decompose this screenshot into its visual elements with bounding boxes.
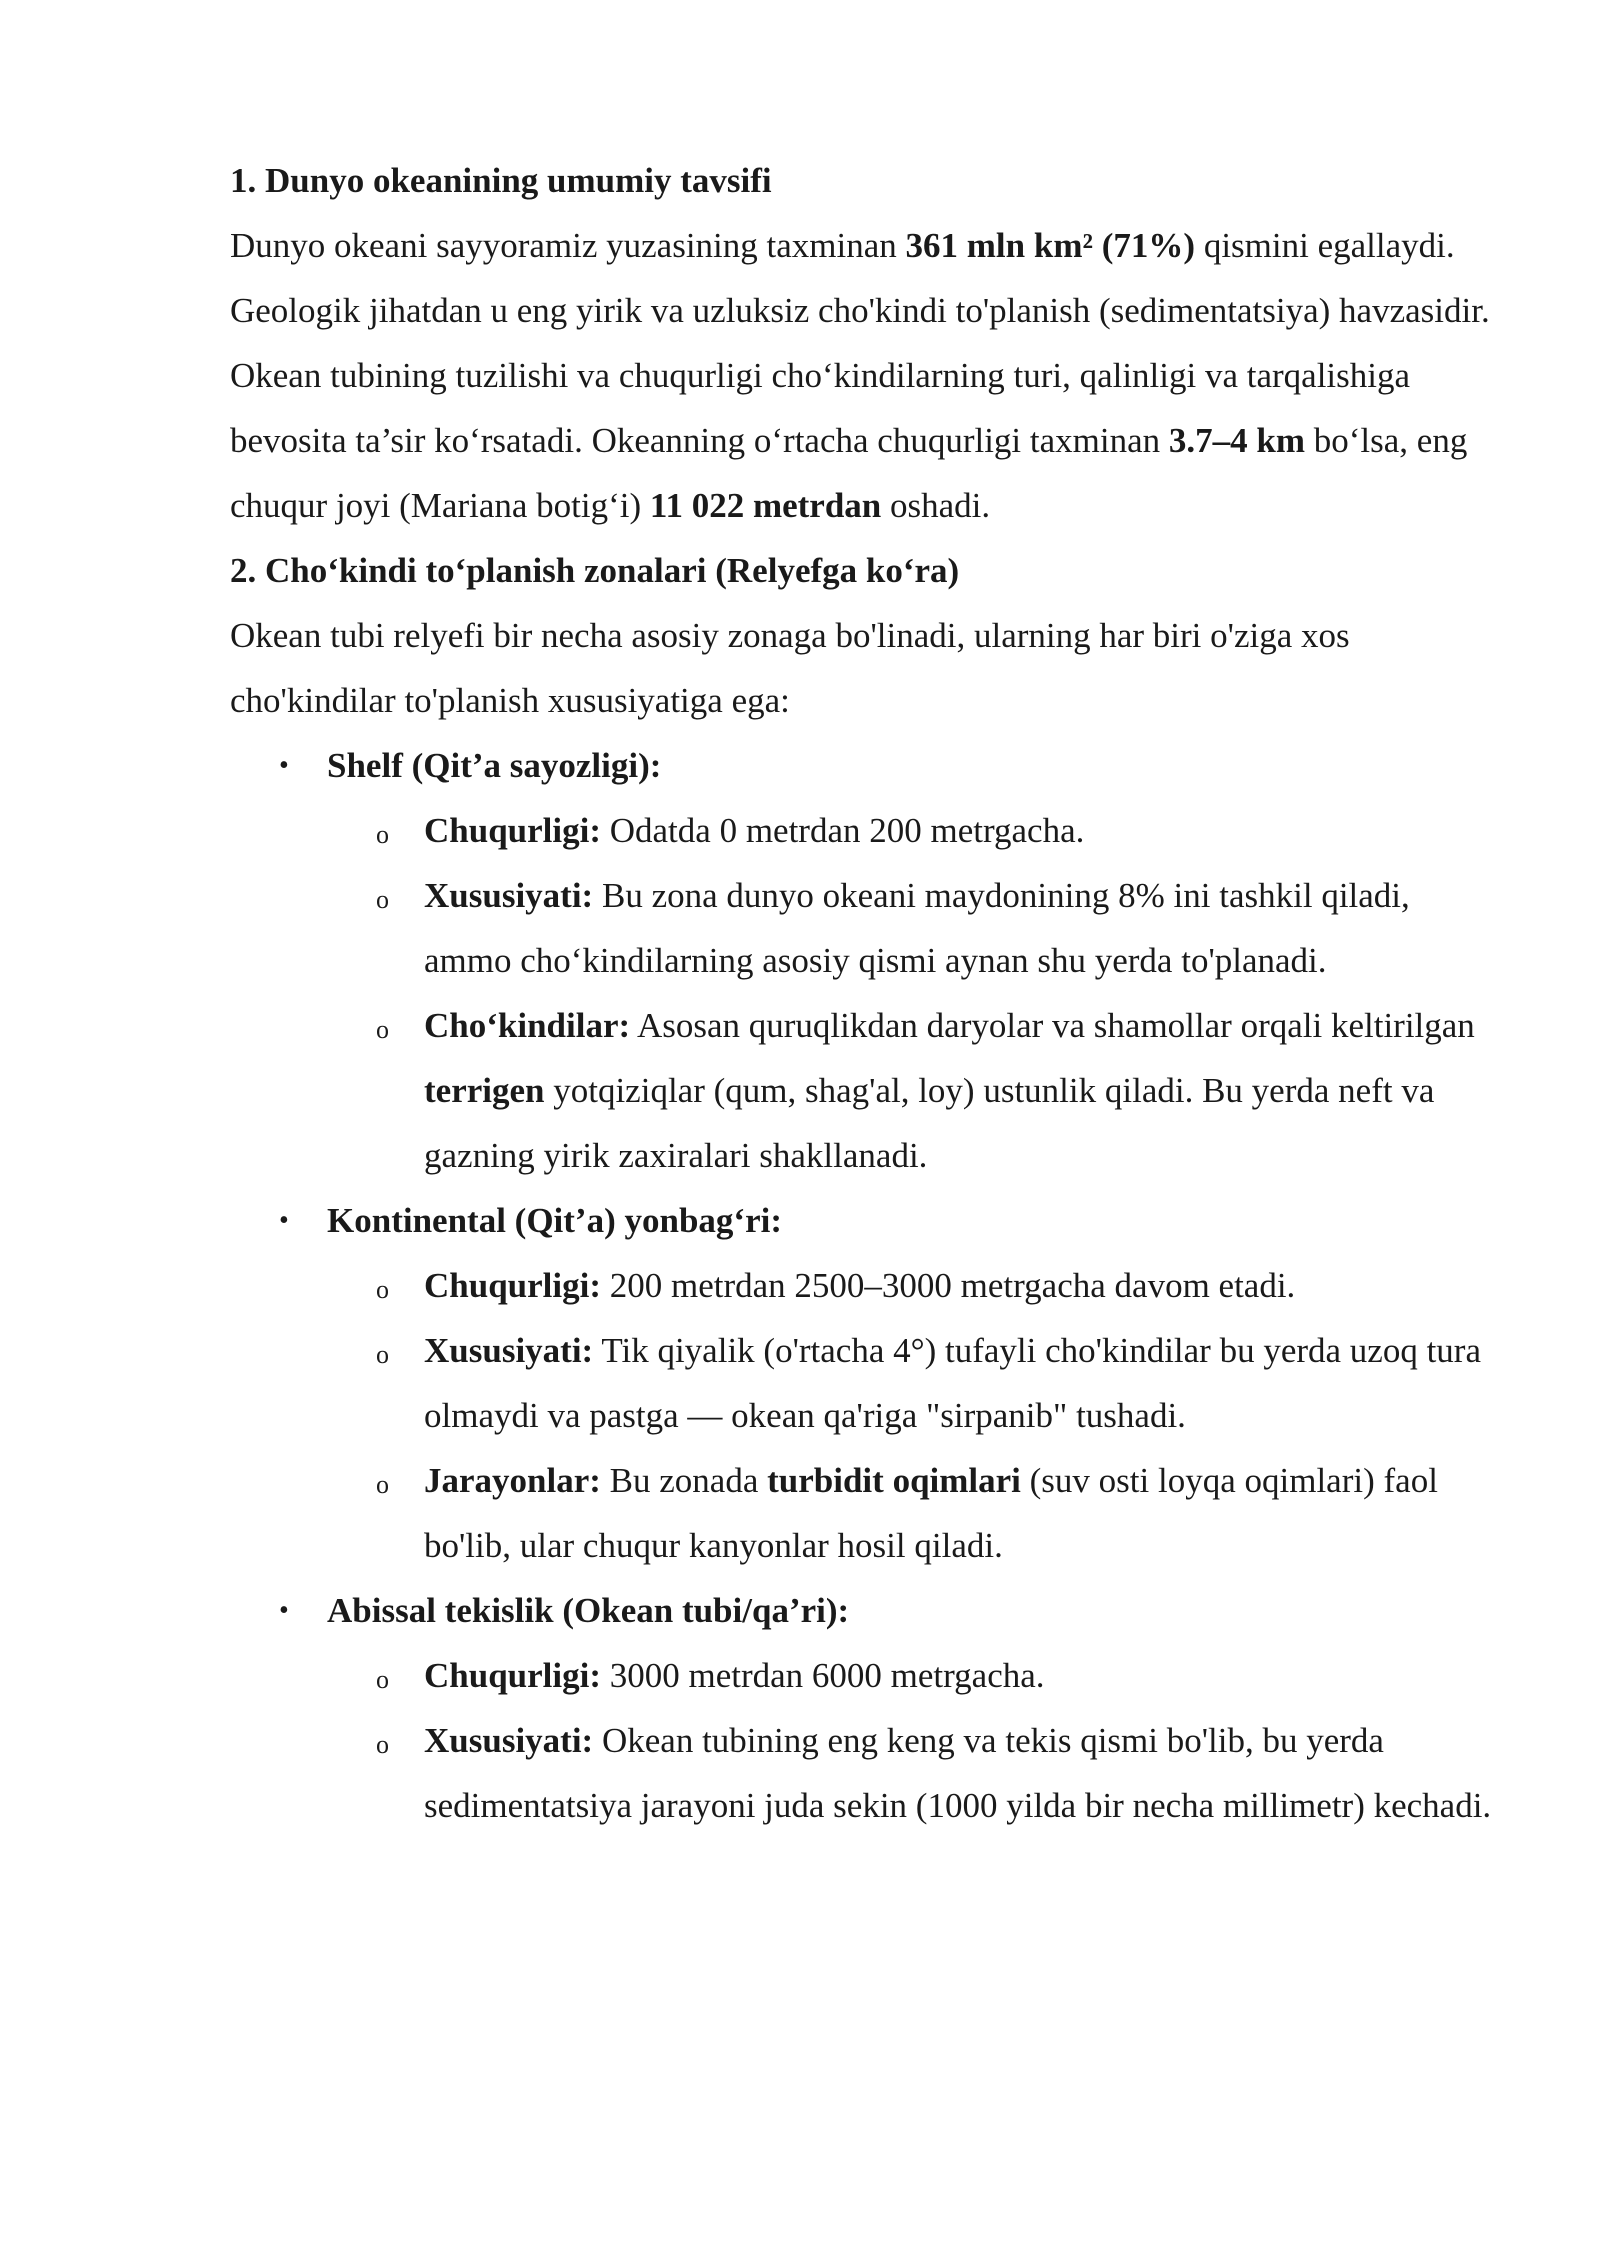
detail-text: yotqiziqlar (qum, shag'al, loy) ustunlik qiladi. Bu yerda neft va gazning yirik zaxiralari shakllanadi.: [424, 1071, 1435, 1175]
detail-text: 3000 metrdan 6000 metrgacha.: [601, 1656, 1045, 1695]
detail-text: Odatda 0 metrdan 200 metrgacha.: [601, 811, 1085, 850]
detail-label: Chuqurligi:: [424, 1656, 601, 1695]
detail-label: Chuqurligi:: [424, 1266, 601, 1305]
detail-item: [376, 993, 1500, 1188]
detail-label: Xususiyati:: [424, 1331, 594, 1370]
sub-bullet-icon: o: [376, 1470, 389, 1499]
zone-details: [327, 1253, 1500, 1578]
detail-item: [376, 1318, 1500, 1448]
detail-item: [376, 863, 1500, 993]
detail-label: Jarayonlar:: [424, 1461, 601, 1500]
zone-title: Kontinental (Qit’a) yonbag‘ri:: [327, 1201, 782, 1240]
detail-text: (suv osti loyqa oqimlari) faol bo'lib, ular chuqur kanyonlar hosil qiladi.: [424, 1461, 1438, 1565]
text-run: qismini egallaydi. Geologik jihatdan u eng yirik va uzluksiz cho'kindi to'planish (sedimentatsiya) havzasidir. Okean tubining tuzilishi va chuqurligi cho‘kindilarning turi, qalinligi va tarqalishiga bevosita ta’sir ko‘rsatadi. Okeanning o‘rtacha chuqurligi taxminan: [230, 226, 1490, 460]
detail-label: Xususiyati:: [424, 1721, 594, 1760]
zone-item-shelf: [279, 733, 1500, 1188]
bullet-icon: •: [279, 1205, 289, 1236]
bullet-icon: •: [279, 1595, 289, 1626]
text-run: Dunyo okeani sayyoramiz yuzasining taxminan: [230, 226, 906, 265]
detail-item: [376, 1253, 1500, 1318]
section-2-intro: Okean tubi relyefi bir necha asosiy zonaga bo'linadi, ularning har biri o'ziga xos cho'kindilar to'planish xususiyatiga ega:: [230, 616, 1350, 720]
zone-item-abyssal: [279, 1578, 1500, 1838]
ocean-area-value: 361 mln km² (71%): [905, 226, 1196, 265]
average-depth-value: 3.7–4 km: [1168, 421, 1306, 460]
detail-text: Tik qiyalik (o'rtacha 4°) tufayli cho'kindilar bu yerda uzoq tura olmaydi va pastga — okean qa'riga "sirpanib" tushadi.: [424, 1331, 1482, 1435]
detail-label: Xususiyati:: [424, 876, 594, 915]
detail-emphasis: terrigen: [424, 1071, 545, 1110]
sub-bullet-icon: o: [376, 1275, 389, 1304]
zone-item-slope: [279, 1188, 1500, 1578]
detail-item: [376, 1708, 1500, 1838]
section-1-heading: 1. Dunyo okeanining umumiy tavsifi: [230, 161, 772, 200]
zone-title: Shelf (Qit’a sayozligi):: [327, 746, 662, 785]
zone-details: [327, 798, 1500, 1188]
document-page: [230, 148, 1500, 1838]
text-run: bo‘lsa, eng chuqur joyi (Mariana botig‘i): [230, 421, 1468, 525]
detail-text: Okean tubining eng keng va tekis qismi bo'lib, bu yerda sedimentatsiya jarayoni juda sekin (1000 yilda bir necha millimetr) kechadi.: [424, 1721, 1492, 1825]
detail-label: Chuqurligi:: [424, 811, 601, 850]
zone-list: [230, 733, 1500, 1838]
sub-bullet-icon: o: [376, 1665, 389, 1694]
max-depth-value: 11 022 metrdan: [649, 486, 882, 525]
sub-bullet-icon: o: [376, 1730, 389, 1759]
detail-text: Asosan quruqlikdan daryolar va shamollar orqali keltirilgan: [630, 1006, 1475, 1045]
detail-label: Cho‘kindilar:: [424, 1006, 631, 1045]
text-run: oshadi.: [881, 486, 991, 525]
detail-text: Bu zona dunyo okeani maydonining 8% ini tashkil qiladi, ammo cho‘kindilarning asosiy qismi aynan shu yerda to'planadi.: [424, 876, 1410, 980]
detail-item: [376, 798, 1500, 863]
sub-bullet-icon: o: [376, 1015, 389, 1044]
detail-item: [376, 1643, 1500, 1708]
detail-text: Bu zonada: [600, 1461, 768, 1500]
zone-details: [327, 1643, 1500, 1838]
sub-bullet-icon: o: [376, 885, 389, 914]
zone-title: Abissal tekislik (Okean tubi/qa’ri):: [327, 1591, 850, 1630]
bullet-icon: •: [279, 750, 289, 781]
detail-text: 200 metrdan 2500–3000 metrgacha davom etadi.: [601, 1266, 1296, 1305]
detail-emphasis: turbidit oqimlari: [767, 1461, 1021, 1500]
section-2-heading: 2. Cho‘kindi to‘planish zonalari (Relyefga ko‘ra): [230, 551, 960, 590]
detail-item: [376, 1448, 1500, 1578]
section-1-paragraph: [230, 213, 1500, 538]
sub-bullet-icon: o: [376, 1340, 389, 1369]
sub-bullet-icon: o: [376, 820, 389, 849]
